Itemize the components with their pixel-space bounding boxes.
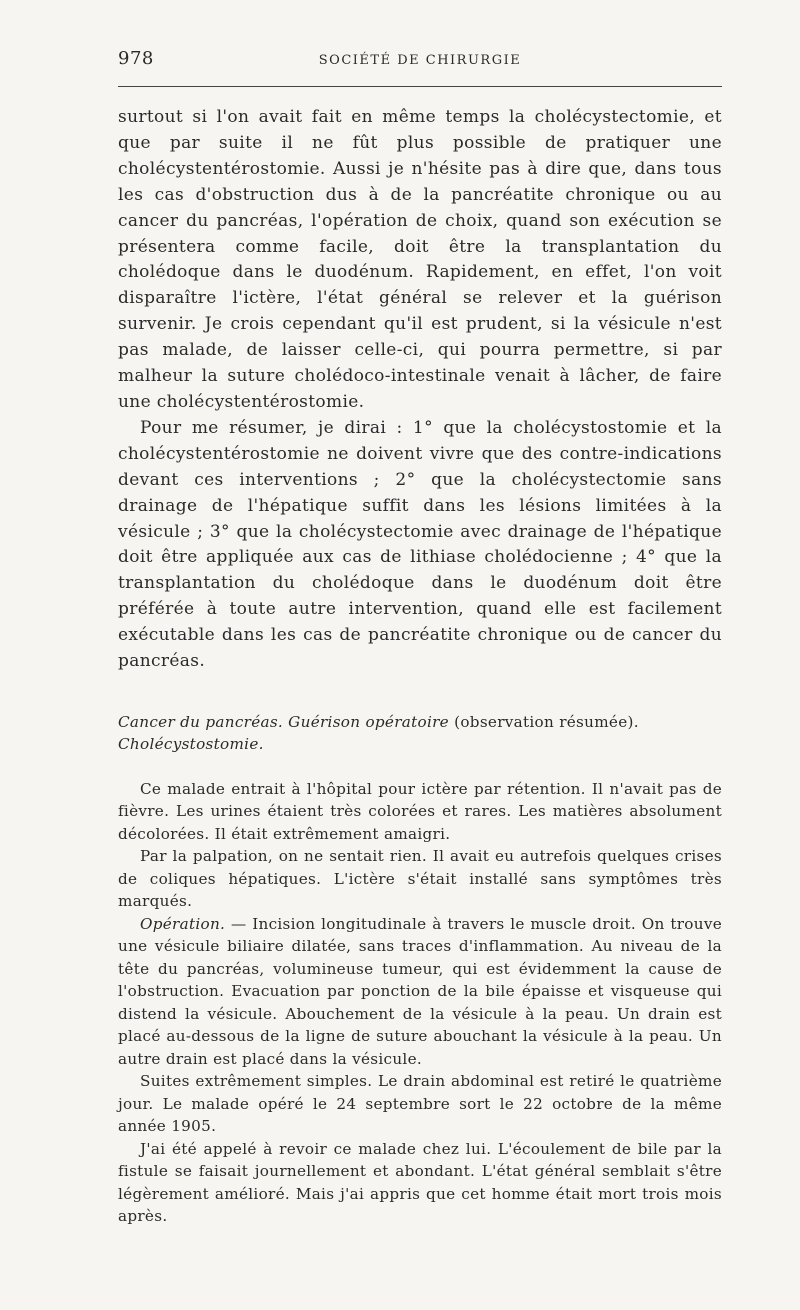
observation-title-italic: Cancer du pancréas. Guérison opératoire — [118, 712, 449, 731]
paragraph-text: Suites extrêmement simples. Le drain abdominal est retiré le quatrième jour. Le malade opéré le 24 septembre sort le 22 octobre de la même année 1905. — [118, 1072, 722, 1136]
paragraph — [118, 1138, 722, 1228]
page — [118, 48, 722, 1228]
observation-body — [118, 778, 722, 1228]
paragraph — [118, 1070, 722, 1138]
paragraph — [118, 778, 722, 846]
running-head: SOCIÉTÉ DE CHIRURGIE — [318, 53, 522, 68]
paragraph-lead: Opération. — [140, 914, 226, 933]
observation-title-roman: (observation résumée). — [454, 712, 639, 731]
observation-title — [118, 711, 722, 756]
paragraph-text: Ce malade entrait à l'hôpital pour ictère par rétention. Il n'avait pas de fièvre. Les urines étaient très colorées et rares. Les matières absolument décolorées. Il était extrêmement amaigri. — [118, 779, 722, 843]
paragraph-text: — Incision longitudinale à travers le muscle droit. On trouve une vésicule biliaire dilatée, sans traces d'inflammation. Au niveau de la tête du pancréas, volumineuse tumeur, qui est évidemment la cause de l'obstruction. Evacuation par ponction de la bile épaisse et visqueuse qui distend la vésicule. Abouchement de la vésicule à la peau. Un drain est placé au-dessous de la ligne de suture abouchant la vésicule à la peau. Un autre drain est placé dans la vésicule. — [118, 914, 722, 1068]
observation-subtitle: Cholécystostomie. — [118, 735, 264, 754]
paragraph — [118, 913, 722, 1071]
paragraph: Pour me résumer, je dirai : 1° que la cholécystostomie et la cholécystentérostomie ne doivent vivre que des contre-indications devant ces interventions ; 2° que la cholécystectomie sans drainage de l'hépatique suffit dans les lésions limitées à la vésicule ; 3° que la cholécystectomie avec drainage de l'hépatique doit être appliquée aux cas de lithiase cholédocienne ; 4° que la transplantation du cholédoque dans le duodénum doit être préférée à toute autre intervention, quand elle est facilement exécutable dans les cas de pancréatite chronique ou de cancer du pancréas. — [118, 417, 722, 672]
page-header — [118, 48, 722, 74]
paragraph-text: J'ai été appelé à revoir ce malade chez lui. L'écoulement de bile par la fistule se faisait journellement et abondant. L'état général semblait s'être légèrement amélioré. Mais j'ai appris que cet homme était mort trois mois après. — [118, 1139, 722, 1226]
paragraph-text: Par la palpation, on ne sentait rien. Il avait eu autrefois quelques crises de coliques hépatiques. L'ictère s'était installé sans symptômes très marqués. — [118, 847, 722, 911]
paragraph: surtout si l'on avait fait en même temps la cholécystectomie, et que par suite il ne fût plus possible de pratiquer une cholécystentérostomie. Aussi je n'hésite pas à dire que, dans tous les cas d'obstruction dus à de la pancréatite chronique ou au cancer du pancréas, l'opération de choix, quand son exécution se présentera comme facile, doit être la transplantation du cholédoque dans le duodénum. Rapidement, en effet, l'on voit disparaître l'ictère, l'état général se relever et la guérison survenir. Je crois cependant qu'il est prudent, si la vésicule n'est pas malade, de laisser celle-ci, qui pourra permettre, si par malheur la suture cholédoco-intestinale venait à lâcher, de faire une cholécystentérostomie. — [118, 107, 722, 412]
body-text — [118, 105, 722, 675]
header-rule — [118, 86, 722, 87]
page-number: 978 — [118, 48, 154, 69]
paragraph — [118, 845, 722, 913]
